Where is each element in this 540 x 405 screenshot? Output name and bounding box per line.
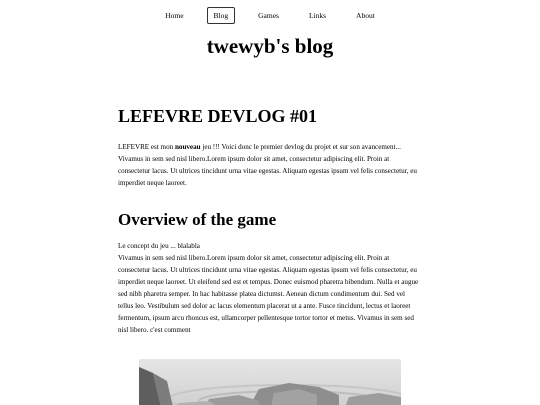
site-title: twewyb's blog	[206, 34, 334, 58]
top-nav	[0, 6, 540, 24]
nav-about-link[interactable]: About	[356, 10, 375, 20]
nav-home-link[interactable]: Home	[165, 10, 184, 20]
section-first-line: Le concept du jeu ... blalabla	[118, 242, 200, 250]
game-screenshot-graphic	[139, 359, 401, 405]
game-screenshot-image	[139, 359, 401, 405]
post-title: LEFEVRE DEVLOG #01	[118, 106, 318, 126]
section-paragraph	[118, 240, 422, 336]
section-heading: Overview of the game	[118, 210, 277, 229]
intro-text-start: LEFEVRE est mon	[118, 143, 175, 151]
nav-blog-link[interactable]: Blog	[207, 7, 236, 24]
section-body-text: Vivamus in sem sed nisl libero.Lorem ipsum dolor sit amet, consectetur adipiscing elit. Proin at consectetur lacus. Ut ultrices tincidunt urna vitae egestas. Aliquam egestas ipsum vel felis consectetur, eu imperdiet neque laoreet. Ut eleifend sed est et tempus. Donec euismod pharetra bibendum. Nulla et augue sed nibh pharetra semper. In hac habitasse platea dictumst. Aenean dictum condimentum dui. Sed vel tellus leo. Vestibulum sed dolor ac lacus elementum placerat ut a ante. Fusce tincidunt, lectus et laoreet fermentum, ipsum arcu rhoncus est, ullamcorper pellentesque tortor tortor et metus. Vivamus in sem sed nisl libero. c'est comment	[118, 254, 419, 334]
intro-text-end: jeu !!! Voici donc le premier devlog du projet et sur son avancement... Vivamus in sem sed nisl libero.Lorem ipsum dolor sit amet, consectetur adipiscing elit. Proin at consectetur lacus. Ut ultrices tincidunt urna vitae egestas. Aliquam egestas ipsum vel felis consectetur, eu imperdiet neque laoreet.	[118, 143, 417, 187]
intro-bold-word: nouveau	[174, 143, 201, 151]
post-intro-paragraph	[118, 141, 422, 189]
nav-games-link[interactable]: Games	[258, 10, 279, 20]
post-article	[118, 104, 422, 336]
nav-links-link[interactable]: Links	[308, 10, 327, 20]
